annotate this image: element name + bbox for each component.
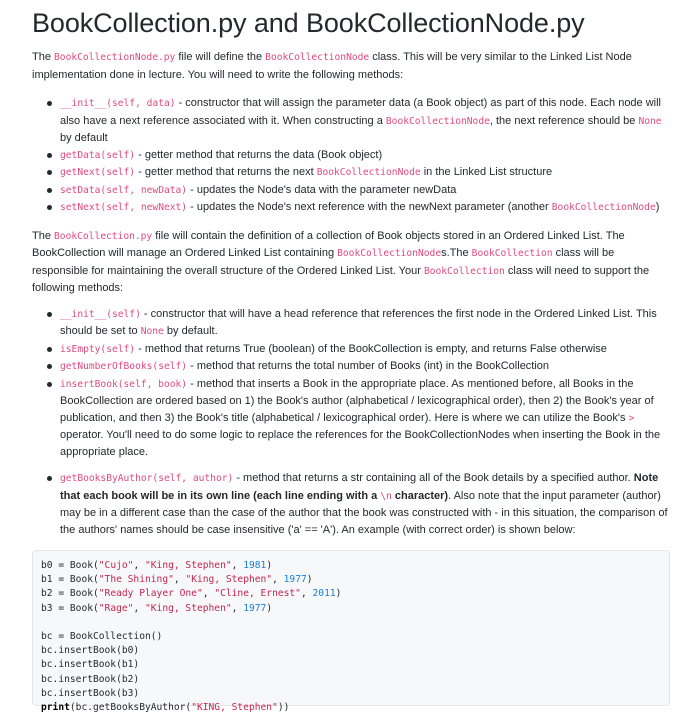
list-item bbox=[60, 470, 670, 538]
method-signature: getData(self) bbox=[60, 149, 136, 161]
page-title: BookCollection.py and BookCollectionNode.py bbox=[32, 8, 585, 38]
text: file will define the bbox=[175, 51, 266, 63]
bold-note: character) bbox=[391, 489, 449, 502]
method-signature: insertBook(self, book) bbox=[60, 378, 188, 390]
inline-code: None bbox=[140, 326, 164, 337]
bold-note: Note that each book will be in its own line (each line ending with a bbox=[60, 472, 659, 502]
method-signature: __init__(self) bbox=[60, 308, 141, 320]
text: class will need to support the following methods: bbox=[32, 264, 650, 294]
method-signature: getNumberOfBooks(self) bbox=[60, 361, 188, 372]
text: - method that returns the total number of Books (int) in the BookCollection bbox=[187, 360, 550, 372]
code-line: bc = BookCollection() bbox=[41, 630, 163, 642]
text: - updates the Node's next reference with the newNext parameter (another bbox=[187, 201, 552, 213]
inline-code: BookCollectionNode bbox=[551, 202, 656, 213]
text: by default. bbox=[163, 325, 218, 337]
code-line: bc.insertBook(b0) bbox=[41, 645, 140, 657]
code-line: b0 = Book("Cujo", "King, Stephen", 1981) bbox=[41, 560, 273, 571]
text: in the Linked List structure bbox=[420, 166, 553, 178]
inline-code: BookCollectionNode bbox=[385, 115, 490, 127]
text: ) bbox=[655, 201, 660, 213]
inline-code: BookCollection.py bbox=[54, 230, 153, 242]
text: The bbox=[32, 229, 55, 242]
node-methods-list bbox=[32, 95, 670, 217]
text: - getter method that returns the data (Book object) bbox=[135, 148, 383, 161]
code-line: bc.insertBook(b2) bbox=[41, 673, 140, 685]
text: by default bbox=[60, 132, 108, 144]
list-item bbox=[60, 164, 670, 182]
collection-methods-list bbox=[32, 306, 670, 539]
text: file will contain the definition of a collection of Book objects stored in an Ordered Linked List. The BookCollection will manage an Ordered Linked List containing bbox=[32, 229, 625, 259]
list-item bbox=[60, 376, 670, 461]
list-item bbox=[60, 341, 670, 359]
inline-code: BookCollection bbox=[471, 248, 553, 259]
text: - method that returns True (boolean) of the BookCollection is empty, and returns False otherwise bbox=[135, 342, 607, 355]
text: class will be responsible for maintaining the overall structure of the Ordered Linked List. Your bbox=[32, 247, 615, 277]
code-line: print(bc.getBooksByAuthor("KING, Stephen")) bbox=[41, 701, 290, 713]
intro-paragraph-node bbox=[32, 49, 670, 83]
method-signature: setNext(self, newNext) bbox=[60, 202, 188, 213]
code-line: bc.insertBook(b1) bbox=[41, 659, 140, 671]
text: - method that inserts a Book in the appropriate place. As mentioned before, all Books in the BookCollection are ordered based on 1) the Book's author (alphabetical / lexicographical order), then 2) the Book's year of publication, and then 3) the Book's title (alphabetical / lexicographical order). Here is where we can utilize the Book's bbox=[60, 377, 654, 424]
text: - constructor that will have a head reference that references the first node in the Ordered Linked List. This should be set to bbox=[60, 307, 657, 337]
inline-code: > bbox=[628, 412, 635, 424]
list-item bbox=[60, 358, 670, 376]
code-line: bc.insertBook(b3) bbox=[41, 687, 140, 699]
code-line: b1 = Book("The Shining", "King, Stephen", 1977) bbox=[41, 574, 313, 586]
text: , the next reference should be bbox=[489, 114, 639, 127]
list-item bbox=[60, 95, 670, 147]
list-item bbox=[60, 306, 670, 341]
intro-paragraph-collection bbox=[32, 228, 670, 297]
inline-code: BookCollectionNode bbox=[316, 167, 421, 178]
text: s.The bbox=[441, 247, 472, 259]
method-signature: __init__(self, data) bbox=[60, 98, 176, 109]
text: The bbox=[32, 51, 55, 63]
method-signature: isEmpty(self) bbox=[60, 343, 136, 355]
inline-code: \n bbox=[380, 490, 392, 502]
list-item bbox=[60, 147, 670, 165]
blank-line bbox=[41, 616, 661, 630]
inline-code: None bbox=[638, 115, 662, 127]
text: class. This will be very similar to the Linked List Node implementation done in lecture. You will need to write the following methods: bbox=[32, 51, 632, 81]
inline-code: BookCollectionNode bbox=[265, 52, 370, 63]
text: - getter method that returns the next bbox=[135, 166, 317, 178]
inline-code: BookCollectionNode.py bbox=[54, 52, 176, 63]
list-item bbox=[60, 199, 670, 217]
text: - method that returns a str containing all of the Book details by a specified author. bbox=[233, 472, 634, 484]
method-signature: getNext(self) bbox=[60, 167, 136, 178]
code-line: b3 = Book("Rage", "King, Stephen", 1977) bbox=[41, 602, 273, 614]
text: . Also note that the input parameter (author) may be in a different case than the case of the author that the book was constructed with - in this situation, the comparison of the authors' names should be case insensitive ('a' == 'A'). An example (with correct order) is shown below: bbox=[60, 489, 668, 536]
method-signature: setData(self, newData) bbox=[60, 184, 188, 196]
list-item bbox=[60, 182, 670, 200]
code-example-block bbox=[32, 550, 670, 713]
inline-code: BookCollection bbox=[423, 265, 505, 277]
code-line: b2 = Book("Ready Player One", "Cline, Ernest", 2011) bbox=[41, 588, 342, 600]
text: - updates the Node's data with the parameter newData bbox=[187, 183, 457, 196]
text: - constructor that will assign the parameter data (a Book object) as part of this node. Each node will also have a next reference associated with it. When constructing a bbox=[60, 97, 662, 127]
inline-code: BookCollectionNode bbox=[337, 248, 442, 259]
method-signature: getBooksByAuthor(self, author) bbox=[60, 473, 234, 484]
text: operator. You'll need to do some logic to replace the references for the BookCollectionNodes when inserting the Book in the appropriate place. bbox=[60, 429, 661, 458]
